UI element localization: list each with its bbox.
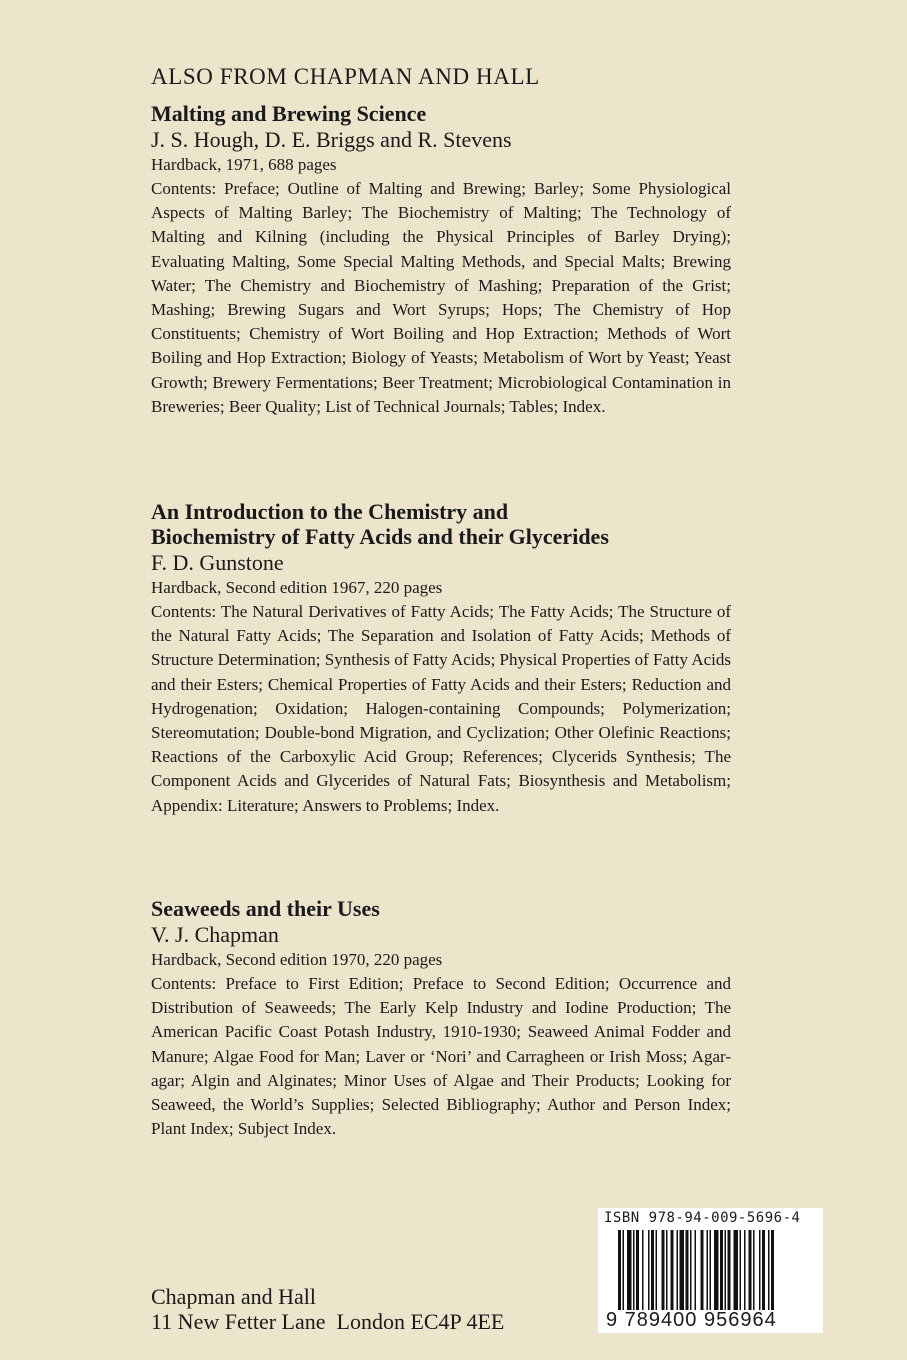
barcode-bar (771, 1230, 774, 1310)
book-title: Malting and Brewing Science (151, 101, 427, 126)
ean-digits: 9 789400 956964 (606, 1309, 777, 1331)
barcode-bar (686, 1230, 689, 1310)
barcode-bar (671, 1230, 674, 1310)
publisher-name: Chapman and Hall (151, 1284, 316, 1309)
barcode-bar (714, 1230, 719, 1310)
book-meta: Hardback, Second edition 1970, 220 pages (151, 950, 443, 969)
barcode-bar (633, 1230, 635, 1310)
book-authors: F. D. Gunstone (151, 550, 284, 575)
barcode-bar (618, 1230, 621, 1310)
book-contents: Contents: Preface; Outline of Malting and Brewing; Barley; Some Physiological Aspects of Malting Barley; The Biochemistry of Malting; The Technology of Malting and Kilning (including the Physical Principles of Barley Drying); Evaluating Malting, Some Special Malting Methods, and Special Malts; Brewing Water; The Chemistry and Biochemistry of Mashing; Preparation of the Grist; Mashing; Brewing Sugars and Wort Syrups; Hops; The Chemistry of Hop Constituents; Chemistry of Wort Boiling and Hop Extraction; Methods of Wort Boiling and Hop Extraction; Biology of Yeasts; Metabolism of Wort by Yeast; Yeast Growth; Brewery Fermentations; Beer Treatment; Microbiological Contamination in Breweries; Beer Quality; List of Technical Journals; Tables; Index. (151, 179, 731, 416)
barcode-bar (744, 1230, 746, 1310)
book-meta: Hardback, Second edition 1967, 220 pages (151, 578, 443, 597)
barcode-bar (725, 1230, 727, 1310)
barcode-bar (728, 1230, 731, 1310)
barcode-bar (656, 1230, 658, 1310)
publisher-block (151, 1284, 504, 1334)
book-entry-fatty-acids (151, 499, 731, 818)
barcode-bar (627, 1230, 632, 1310)
barcode-bar (651, 1230, 654, 1310)
series-heading: ALSO FROM CHAPMAN AND HALL (151, 64, 540, 89)
barcode-bar (768, 1230, 770, 1310)
barcode-bar (623, 1230, 625, 1310)
barcode-bar (707, 1230, 709, 1310)
book-entry-seaweeds (151, 896, 731, 1141)
publisher-address: 11 New Fetter Lane London EC4P 4EE (151, 1309, 505, 1334)
barcode-bar (762, 1230, 765, 1310)
barcode-bar (695, 1230, 697, 1310)
barcode-bar (636, 1230, 639, 1310)
barcode-bar (662, 1230, 665, 1310)
barcode-bar (701, 1230, 704, 1310)
barcode-bar (759, 1230, 761, 1310)
barcode-bar (690, 1230, 692, 1310)
isbn-label: ISBN 978-94-009-5696-4 (604, 1210, 801, 1226)
barcode-bar (720, 1230, 723, 1310)
book-entry-malting (151, 101, 731, 419)
barcode-bar (734, 1230, 739, 1310)
book-authors: J. S. Hough, D. E. Briggs and R. Stevens (151, 127, 512, 152)
barcode-bar (740, 1230, 742, 1310)
barcode-bar (753, 1230, 755, 1310)
book-contents: Contents: The Natural Derivatives of Fatty Acids; The Fatty Acids; The Structure of the Natural Fatty Acids; The Separation and Isolation of Fatty Acids; Methods of Structure Determination; Synthesis of Fatty Acids; Physical Properties of Fatty Acids and their Esters; Chemical Properties of Fatty Acids and their Esters; Reduction and Hydrogenation; Oxidation; Halogen-containing Compounds; Polymerization; Stereomutation; Double-bond Migration, and Cyclization; Other Olefinic Reactions; Reactions of the Carboxylic Acid Group; References; Clycerids Synthesis; The Component Acids and Glycerides of Natural Fats; Biosynthesis and Metabolism; Appendix: Literature; Answers to Problems; Index. (151, 602, 731, 815)
book-authors: V. J. Chapman (151, 922, 279, 947)
barcode-bar (710, 1230, 712, 1310)
book-contents: Contents: Preface to First Edition; Preface to Second Edition; Occurrence and Distribution of Seaweeds; The Early Kelp Industry and Iodine Production; The American Pacific Coast Potash Industry, 1910-1930; Seaweed Animal Fodder and Manure; Algae Food for Man; Laver or ‘Nori’ and Carragheen or Irish Moss; Agar-agar; Algin and Alginates; Minor Uses of Algae and Their Products; Looking for Seaweed, the World’s Supplies; Selected Bibliography; Author and Person Index; Plant Index; Subject Index. (151, 974, 731, 1139)
barcode-bar (749, 1230, 752, 1310)
barcode-bar (677, 1230, 679, 1310)
book-title: Seaweeds and their Uses (151, 896, 380, 921)
book-title-line1: An Introduction to the Chemistry and (151, 499, 509, 524)
barcode-bar (666, 1230, 668, 1310)
barcode (598, 1208, 823, 1333)
barcode-bars-icon (618, 1230, 808, 1310)
book-meta: Hardback, 1971, 688 pages (151, 155, 337, 174)
book-title-line2: Biochemistry of Fatty Acids and their Glycerides (151, 524, 609, 549)
barcode-bar (648, 1230, 650, 1310)
barcode-bar (642, 1230, 644, 1310)
barcode-bar (680, 1230, 685, 1310)
